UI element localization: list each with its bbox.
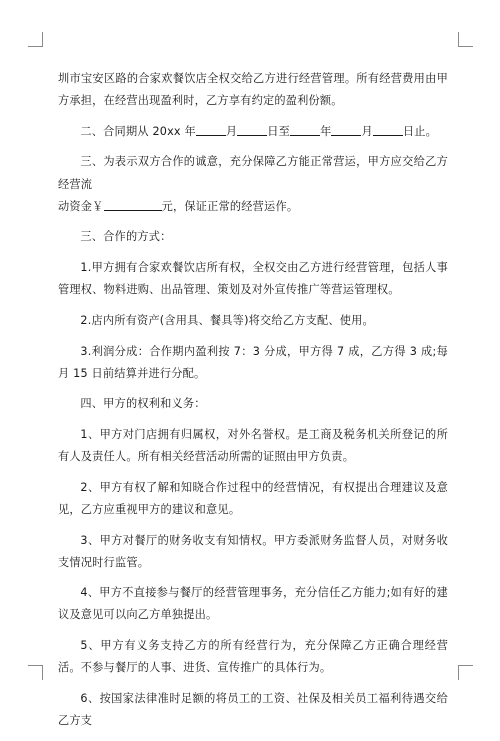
crop-mark-bottom-left — [28, 665, 43, 680]
paragraph-item: 4、甲方不直接参与餐厅的经营管理事务，充分信任乙方能力;如有好的建议及意见可以向乙方单独提出。 — [58, 586, 448, 622]
blank-month-start — [196, 124, 226, 136]
blank-amount — [104, 199, 162, 211]
blank-year-end — [290, 124, 320, 136]
blank-day-end — [373, 124, 403, 136]
paragraph-item: 6、按国家法律准时足额的将员工的工资、社保及相关员工福利待遇交给乙方支 — [58, 691, 448, 727]
blank-day-start — [237, 124, 267, 136]
paragraph-item: 3.利润分成：合作期内盈利按 7：3 分成，甲方得 7 成，乙方得 3 成;每月 15 日前结算并进行分配。 — [58, 344, 448, 380]
section-heading-cooperation: 三、合作的方式： — [80, 230, 172, 244]
paragraph-intro: 圳市宝安区路的合家欢餐饮店全权交给乙方进行经营管理。所有经营费用由甲方承担，在经营出现盈利时，乙方享有约定的盈利份额。 — [58, 72, 448, 108]
paragraph-item: 2、甲方有权了解和知晓合作过程中的经营情况，有权提出合理建议及意见，乙方应重视甲方的建议和意见。 — [58, 480, 448, 516]
crop-mark-bottom-right — [458, 665, 473, 680]
crop-mark-top-right — [458, 32, 473, 47]
paragraph-item: 3、甲方对餐厅的财务收支有知情权。甲方委派财务监督人员，对财务收支情况时行监管。 — [58, 533, 448, 569]
document-body — [58, 68, 448, 741]
paragraph-working-capital-amount: 动资金￥ 元，保证正常的经营运作。 — [58, 199, 299, 213]
blank-month-end — [331, 124, 361, 136]
crop-mark-top-left — [28, 32, 43, 47]
paragraph-item: 2.店内所有资产(含用具、餐具等)将交给乙方支配、使用。 — [80, 313, 374, 327]
paragraph-item: 5、甲方有义务支持乙方的所有经营行为，充分保障乙方正确合理经营活。不参与餐厅的人事、进货、宣传推广的具体行为。 — [58, 639, 448, 675]
section-heading-party-a: 四、甲方的权利和义务： — [80, 397, 206, 411]
paragraph-working-capital: 三、为表示双方合作的诚意，充分保障乙方能正常营运，甲方应交给乙方经营流 — [58, 155, 448, 191]
paragraph-item: 1.甲方拥有合家欢餐饮店所有权，全权交由乙方进行经营管理，包括人事管理权、物料进购、出品管理、策划及对外宣传推广等营运管理权。 — [58, 261, 448, 297]
paragraph-contract-term: 二、合同期从 20xx 年 月 日至 年 月 日止。 — [80, 124, 438, 138]
paragraph-item: 1、甲方对门店拥有归属权，对外名誉权。是工商及税务机关所登记的所有人及责任人。所有相关经营活动所需的证照由甲方负责。 — [58, 427, 448, 464]
